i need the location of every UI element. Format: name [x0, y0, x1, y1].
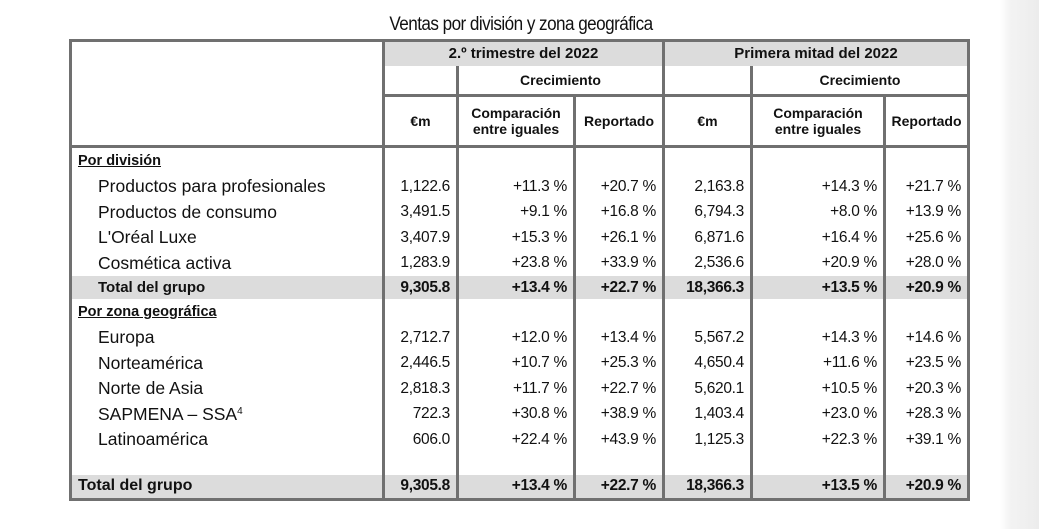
cell-q2-sales: 3,407.9	[384, 225, 458, 251]
cell-q2-rep: +13.4 %	[575, 325, 664, 351]
table-row	[71, 251, 969, 277]
cell-q2-lfl: +9.1 %	[458, 200, 575, 226]
cell-h1-lfl: +11.6 %	[752, 351, 885, 377]
blank	[458, 147, 575, 175]
cell-q2-sales: 3,491.5	[384, 200, 458, 226]
total-h1-rep: +20.9 %	[885, 276, 969, 299]
cell-h1-sales: 6,871.6	[664, 225, 752, 251]
total-q2-sales: 9,305.8	[384, 276, 458, 299]
blank	[664, 147, 752, 175]
total-q2-lfl: +13.4 %	[458, 475, 575, 500]
total-q2-sales: 9,305.8	[384, 475, 458, 500]
cell-h1-lfl: +14.3 %	[752, 325, 885, 351]
total-row	[71, 475, 969, 500]
cell-q2-sales: 2,712.7	[384, 325, 458, 351]
col-reported-h1: Reportado	[885, 96, 969, 147]
cell-q2-lfl: +22.4 %	[458, 427, 575, 453]
col-lfl-h1: Comparación entre iguales	[752, 96, 885, 147]
cell-q2-rep: +33.9 %	[575, 251, 664, 277]
row-label: Productos para profesionales	[98, 176, 326, 197]
blank	[752, 299, 885, 325]
cell-h1-sales: 6,794.3	[664, 200, 752, 226]
cell-q2-lfl: +15.3 %	[458, 225, 575, 251]
row-label: SAPMENA – SSA$^4$	[98, 403, 243, 424]
cell-q2-rep: +25.3 %	[575, 351, 664, 377]
blank	[664, 66, 752, 96]
cell-h1-rep: +25.6 %	[885, 225, 969, 251]
table-row	[71, 427, 969, 453]
cell-h1-rep: +28.3 %	[885, 402, 969, 428]
cell-h1-lfl: +14.3 %	[752, 174, 885, 200]
row-label: Cosmética activa	[98, 252, 232, 273]
cell-q2-rep: +20.7 %	[575, 174, 664, 200]
col-sales-h1: €m	[664, 96, 752, 147]
blank	[664, 299, 752, 325]
total-q2-lfl: +13.4 %	[458, 276, 575, 299]
cell-h1-lfl: +22.3 %	[752, 427, 885, 453]
cell-h1-sales: 4,650.4	[664, 351, 752, 377]
cell-h1-sales: 2,536.6	[664, 251, 752, 277]
growth-header-q2: Crecimiento	[458, 66, 664, 96]
table-row	[71, 376, 969, 402]
total-h1-lfl: +13.5 %	[752, 475, 885, 500]
section-label: Por división	[78, 153, 161, 169]
col-reported-q2: Reportado	[575, 96, 664, 147]
total-h1-sales: 18,366.3	[664, 276, 752, 299]
blank	[384, 66, 458, 96]
row-label: Productos de consumo	[98, 201, 277, 222]
cell-h1-sales: 2,163.8	[664, 174, 752, 200]
total-label: Total del grupo	[71, 475, 384, 500]
growth-header-h1: Crecimiento	[752, 66, 969, 96]
sales-table	[69, 39, 970, 501]
blank	[752, 147, 885, 175]
table-row	[71, 174, 969, 200]
cell-q2-lfl: +10.7 %	[458, 351, 575, 377]
col-sales-q2: €m	[384, 96, 458, 147]
table-row	[71, 325, 969, 351]
cell-h1-lfl: +8.0 %	[752, 200, 885, 226]
total-h1-lfl: +13.5 %	[752, 276, 885, 299]
table-row	[71, 351, 969, 377]
cell-h1-rep: +39.1 %	[885, 427, 969, 453]
cell-h1-sales: 5,620.1	[664, 376, 752, 402]
blank	[458, 299, 575, 325]
cell-q2-sales: 1,283.9	[384, 251, 458, 277]
cell-h1-rep: +28.0 %	[885, 251, 969, 277]
table-row	[71, 225, 969, 251]
table-row	[71, 402, 969, 428]
row-label: Europa	[98, 327, 155, 348]
cell-h1-lfl: +16.4 %	[752, 225, 885, 251]
cell-q2-sales: 722.3	[384, 402, 458, 428]
cell-h1-rep: +23.5 %	[885, 351, 969, 377]
cell-q2-rep: +16.8 %	[575, 200, 664, 226]
cell-h1-rep: +21.7 %	[885, 174, 969, 200]
total-h1-sales: 18,366.3	[664, 475, 752, 500]
total-h1-rep: +20.9 %	[885, 475, 969, 500]
col-lfl-q2: Comparación entre iguales	[458, 96, 575, 147]
cell-h1-sales: 5,567.2	[664, 325, 752, 351]
cell-q2-rep: +22.7 %	[575, 376, 664, 402]
footnote-marker: 4	[237, 405, 243, 417]
row-label: L'Oréal Luxe	[98, 227, 197, 248]
row-label: Norte de Asia	[98, 378, 204, 399]
cell-q2-sales: 606.0	[384, 427, 458, 453]
total-label: Total del grupo	[71, 276, 384, 299]
row-label: Norteamérica	[98, 352, 204, 373]
total-q2-rep: +22.7 %	[575, 276, 664, 299]
period-h1-header: Primera mitad del 2022	[664, 41, 969, 67]
blank	[575, 147, 664, 175]
cell-q2-rep: +43.9 %	[575, 427, 664, 453]
cell-h1-rep: +14.6 %	[885, 325, 969, 351]
cell-h1-sales: 1,125.3	[664, 427, 752, 453]
row-label: Latinoamérica	[98, 429, 208, 450]
table-title: Ventas por división y zona geográfica	[389, 14, 653, 35]
cell-h1-lfl: +23.0 %	[752, 402, 885, 428]
period-q2-header: 2.º trimestre del 2022	[384, 41, 664, 67]
cell-q2-sales: 1,122.6	[384, 174, 458, 200]
cell-q2-lfl: +12.0 %	[458, 325, 575, 351]
total-row	[71, 276, 969, 299]
cell-h1-lfl: +20.9 %	[752, 251, 885, 277]
cell-h1-rep: +13.9 %	[885, 200, 969, 226]
blank	[885, 147, 969, 175]
blank	[384, 147, 458, 175]
cell-q2-sales: 2,818.3	[384, 376, 458, 402]
cell-h1-lfl: +10.5 %	[752, 376, 885, 402]
cell-q2-lfl: +11.7 %	[458, 376, 575, 402]
cell-q2-rep: +38.9 %	[575, 402, 664, 428]
blank	[384, 299, 458, 325]
total-q2-rep: +22.7 %	[575, 475, 664, 500]
header-blank	[71, 41, 384, 147]
cell-q2-sales: 2,446.5	[384, 351, 458, 377]
cell-q2-lfl: +30.8 %	[458, 402, 575, 428]
cell-h1-sales: 1,403.4	[664, 402, 752, 428]
cell-q2-lfl: +23.8 %	[458, 251, 575, 277]
cell-h1-rep: +20.3 %	[885, 376, 969, 402]
blank	[575, 299, 664, 325]
cell-q2-rep: +26.1 %	[575, 225, 664, 251]
section-label: Por zona geográfica	[78, 304, 217, 320]
blank	[885, 299, 969, 325]
cell-q2-lfl: +11.3 %	[458, 174, 575, 200]
table-row	[71, 200, 969, 226]
